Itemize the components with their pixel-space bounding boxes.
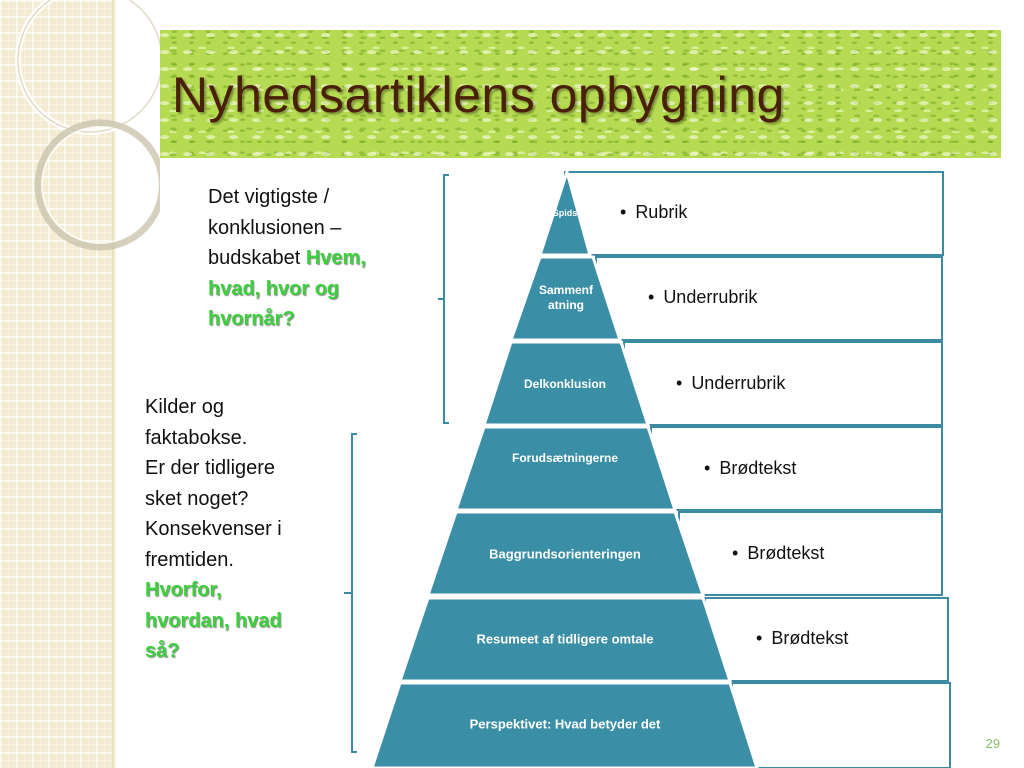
level-label-7: Perspektivet: Hvad betyder det xyxy=(469,716,661,732)
row-bullet-6: • Brødtekst xyxy=(756,628,848,649)
row-box-4 xyxy=(651,427,942,510)
row-bullet-1: • Rubrik xyxy=(620,202,687,223)
level-label-3: Delkonklusion xyxy=(523,377,607,391)
note-top-line-1: Det vigtigste / xyxy=(208,186,330,208)
level-label-5: Baggrundsorienteringen xyxy=(489,546,641,562)
slide-number: 29 xyxy=(985,736,1000,751)
note-bottom-line-4: sket noget? xyxy=(145,487,249,510)
level-label-2-line-2: atning xyxy=(548,298,584,312)
note-top-line-3-plain: budskabet xyxy=(208,247,306,269)
row-bullet-4: • Brødtekst xyxy=(704,458,796,479)
note-bottom-line-6: fremtiden. xyxy=(145,548,234,571)
bracket-bottom xyxy=(344,434,357,752)
level-label-2-line-1: Sammenf xyxy=(538,283,594,297)
level-label-4: Forudsætningerne xyxy=(511,451,619,465)
level-label-1: Spids xyxy=(552,208,578,218)
pyramid-level-4 xyxy=(456,427,675,510)
level-label-6: Resumeet af tidligere omtale xyxy=(476,631,654,647)
note-top-line-2: konklusionen – xyxy=(208,216,342,239)
row-bullet-3: • Underrubrik xyxy=(676,373,785,394)
row-bullet-5: • Brødtekst xyxy=(732,543,824,564)
level-label-2 xyxy=(539,283,593,313)
note-bottom-line-3: Er der tidligere xyxy=(145,457,276,479)
row-box-7 xyxy=(732,683,950,768)
slide-title: Nyhedsartiklens opbygning xyxy=(172,67,785,123)
note-top-highlight-1: Hvem, xyxy=(305,247,366,269)
note-bottom-line-2: faktabokse. xyxy=(145,426,248,449)
note-bottom-highlight-2: hvordan, hvad xyxy=(145,609,282,632)
note-bottom-highlight-3: så? xyxy=(145,640,180,662)
bracket-top xyxy=(438,175,449,423)
row-bullet-2: • Underrubrik xyxy=(648,287,757,308)
note-top-highlight-2: hvad, hvor og xyxy=(208,277,340,300)
note-top-highlight-3: hvornår? xyxy=(208,308,295,330)
note-bottom-highlight-1: Hvorfor, xyxy=(145,579,222,601)
note-bottom-line-1: Kilder og xyxy=(145,396,224,418)
note-bottom-line-5: Konsekvenser i xyxy=(145,518,282,540)
